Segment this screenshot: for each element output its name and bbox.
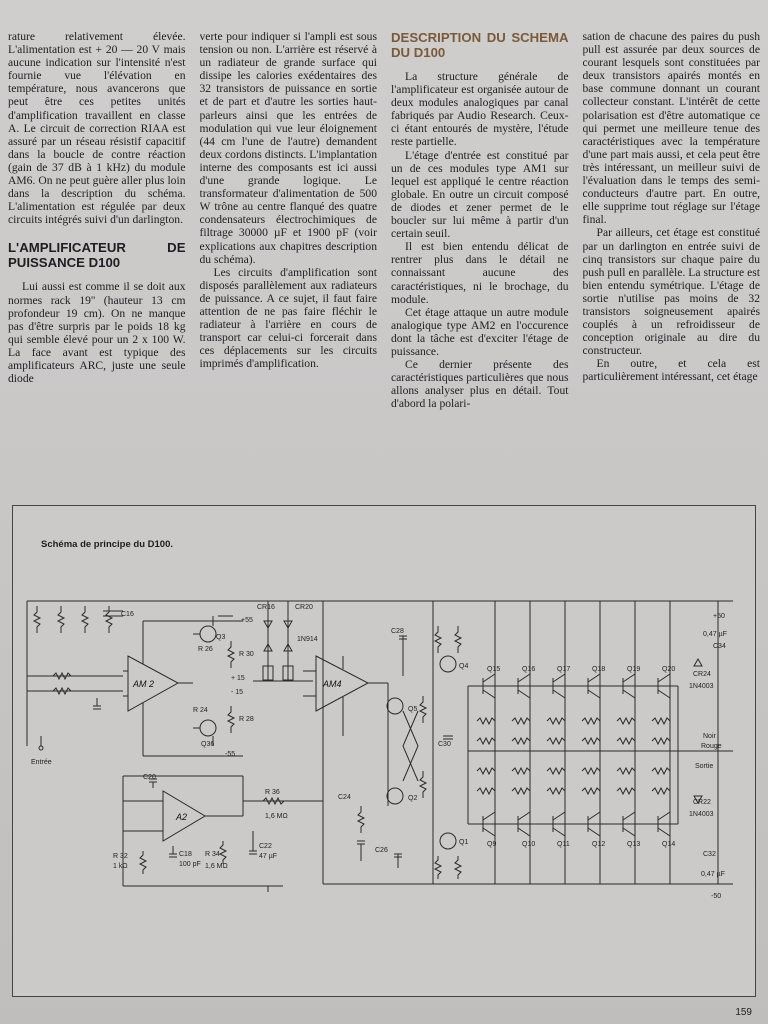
r32-value: 1 kΩ <box>113 863 128 870</box>
page-number: 159 <box>735 1007 752 1018</box>
paragraph: Les circuits d'amplification sont disposés parallèlement aux radiateurs de puissance. A ce sujet, il faut faire attention de ne pas faire fléchir le radiateur à l'arrière en cours de transport car celui-ci forcerait dans ces déplacements sur les circuits imprimés d'amplification. <box>199 265 377 371</box>
r32-label: R 32 <box>113 853 128 860</box>
article-column-4 <box>583 30 761 500</box>
r30-label: R 30 <box>239 651 254 658</box>
transistor-label: Q12 <box>592 841 606 848</box>
q5-label: Q5 <box>408 706 418 713</box>
r34-value: 1,6 MΩ <box>205 863 228 870</box>
am4-label: AM4 <box>323 679 342 689</box>
section-heading-amplifier: L'AMPLIFICATEUR DE PUISSANCE D100 <box>8 240 186 271</box>
minus50-label: -50 <box>711 893 722 900</box>
article-column-2 <box>200 30 378 500</box>
r34-label: R 34 <box>205 851 220 858</box>
schematic-diagram <box>13 506 755 996</box>
q3-label: Q3 <box>216 634 226 641</box>
paragraph: La structure générale de l'amplificateur est organisée autour de deux modules analogiques par canal fabriqués par Audio Research. Ceux-ci étant entourés de mystère, l'étude reste partielle. <box>391 70 569 149</box>
c22-value: 47 µF <box>259 853 278 860</box>
c24-label: C24 <box>338 794 351 801</box>
q4-label: Q4 <box>459 663 469 670</box>
paragraph: verte pour indiquer si l'ampli est sous tension ou non. L'arrière est réservé à un radiateur de grande surface qui dissipe les calories exédentaires des 32 transistors de puissance en sortie et de part et d'autre les sorties haut-parleurs ainsi que les entrées de modulation qui vue leur éloignement (44 cm l'une de l'autre) demandent deux cordons distincts. L'implantation interne des composants est ici aussi d'une grande logique. Le transformateur d'alimentation de 500 W trône au centre flanqué des quatre condensateurs électrochimiques de filtrage 30000 µF et 1900 pF (voir explications aux chapitres description du schéma). <box>199 30 377 266</box>
paragraph: Cet étage attaque un autre module analogique type AM2 en l'occurence dont la tâche est d'exciter l'étage de puissance. <box>391 305 569 358</box>
transistor-label: Q10 <box>522 841 536 848</box>
paragraph: L'étage d'entrée est constitué par un de ces modules type AM1 sur lequel est appliqué le centre réaction globale. En outre un circuit composé de diodes et zener permet de le boucler sur lui même à partir d'un certain seuil. <box>391 148 569 241</box>
paragraph: Lui aussi est comme il se doit aux normes rack 19'' (hauteur 13 cm profondeur 19 cm). On ne manque pas d'être surpris par le poids 18 kg qui semble élevé pour un 2 x 100 W. La face avant est typique des amplificateurs ARC, juste une seule diode <box>8 280 186 386</box>
transistor-label: Q19 <box>627 666 641 673</box>
r26-label: R 26 <box>198 646 213 653</box>
c22-label: C22 <box>259 843 272 850</box>
paragraph: sation de chacune des paires du push pull est assurée par deux sources de courant lesquels sont constituées par deux transistors apairés montés en base commune donnant un courant collecteur constant. L'intérêt de cette polarisation est d'être automatique ce qui permet une meilleure tenue des caractéristiques avec la température d'une part mais aussi, et cela peut être très intéressant, un meilleur suivi de l'évaluation dans le temps des semi-conducteurs d'autre part. En outre, elle supprime tout réglage sur l'étage final. <box>582 30 760 227</box>
transistor-label: Q18 <box>592 666 606 673</box>
c18-label: C18 <box>179 851 192 858</box>
plus55-label: +55 <box>241 617 253 624</box>
minus15-label: - 15 <box>231 689 244 696</box>
a2-label: A2 <box>176 812 188 822</box>
transistor-label: Q20 <box>662 666 676 673</box>
c18-value: 100 pF <box>179 861 201 868</box>
r36-value: 1,6 MΩ <box>265 813 288 820</box>
c16-label: C16 <box>121 611 134 618</box>
c32-value: 0,47 µF <box>701 871 725 878</box>
transistor-label: Q13 <box>627 841 641 848</box>
cr24-label: CR24 <box>693 671 711 678</box>
paragraph: En outre, et cela est particulièrement intéressant, cet étage <box>582 357 760 384</box>
q36-label: Q36 <box>201 741 215 748</box>
paragraph: rature relativement élevée. L'alimentation est + 20 — 20 V mais aucune indication sur l'intensité n'est fournie vue l'élévation en température, nous avancerons que peut être ces petites unités d'amplification travaillent en classe A. Le circuit de correction RIAA est assuré par un réseau résistif capacitif dans la boucle de contre réaction (gain de 37 dB à 1 kHz) du module AM6. On ne peut guère aller plus loin dans la description du schéma. L'alimentation est régulée par deux circuits intégrés suivi d'un darlington. <box>8 30 186 227</box>
c34-label: C34 <box>713 643 726 650</box>
article-column-3 <box>391 30 569 500</box>
q1-label: Q1 <box>459 839 469 846</box>
entree-label: Entrée <box>31 759 52 766</box>
c26-label: C26 <box>375 847 388 854</box>
transistor-label: Q11 <box>557 841 570 848</box>
c34-value: 0,47 µF <box>703 631 727 638</box>
article-column-1 <box>8 30 186 500</box>
transistor-label: Q17 <box>557 666 571 673</box>
c28-label: C28 <box>391 628 404 635</box>
transistor-label: Q14 <box>662 841 676 848</box>
plus50-label: +50 <box>713 613 725 620</box>
transistor-label: Q16 <box>522 666 536 673</box>
c20-label: C20 <box>143 774 156 781</box>
r24-label: R 24 <box>193 707 208 714</box>
noir-label: Noir <box>703 733 716 740</box>
r36-label: R 36 <box>265 789 280 796</box>
paragraph: Par ailleurs, cet étage est constitué par un darlington en entrée suivi de cinq transistors sur chaque paire du push pull en parallèle. La structure est bien entendu symétrique. L'étage de sortie n'utilise pas moins de 32 transistors soigneusement apairés couplés à un refroidisseur de conception originale au dire du constructeur. <box>582 226 760 358</box>
transistor-label: Q15 <box>487 666 501 673</box>
paragraph: Ce dernier présente des caractéristiques particulières que nous allons analyser plus en détail. Tout d'abord la polari- <box>391 358 569 411</box>
rouge-label: Rouge <box>701 743 722 750</box>
in914-label: 1N914 <box>297 636 318 643</box>
r28-label: R 28 <box>239 716 254 723</box>
paragraph: Il est bien entendu délicat de rentrer plus dans le détail ne connaissant aucune des caractéristiques, ni le brochage, du module. <box>391 240 569 306</box>
plus15-label: + 15 <box>231 675 245 682</box>
article-columns <box>8 30 760 500</box>
am2-label: AM 2 <box>133 679 155 689</box>
in4003b-label: 1N4003 <box>689 811 714 818</box>
figure-caption: Schéma de principe du D100. <box>41 539 173 550</box>
schematic-figure <box>12 505 756 997</box>
minus55-label: -55 <box>225 751 236 758</box>
cr22-label: CR22 <box>693 799 711 806</box>
cr20-label: CR20 <box>295 604 313 611</box>
c30-label: C30 <box>438 741 451 748</box>
in4003a-label: 1N4003 <box>689 683 714 690</box>
cr16-label: CR16 <box>257 604 275 611</box>
section-heading-schema: DESCRIPTION DU SCHEMA DU D100 <box>391 30 569 60</box>
q2-label: Q2 <box>408 795 418 802</box>
transistor-label: Q9 <box>487 841 497 848</box>
sortie-label: Sortie <box>695 763 714 770</box>
c32-label: C32 <box>703 851 716 858</box>
